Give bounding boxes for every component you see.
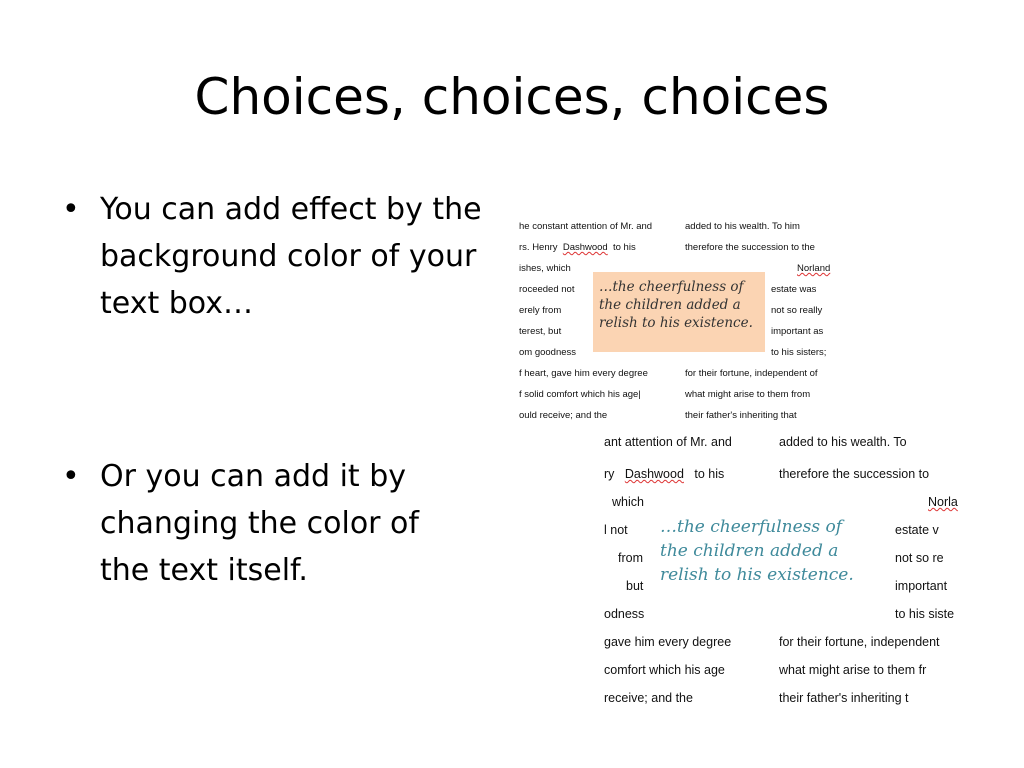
text-line: important as <box>771 326 824 337</box>
text-line: erely from <box>519 305 562 316</box>
text-line: important <box>895 579 948 593</box>
callout-line: relish to his existence. <box>599 315 753 331</box>
text-line: to his sisters; <box>771 347 827 358</box>
text-line: which <box>612 495 644 509</box>
text-line: om goodness <box>519 347 577 358</box>
text-line: therefore the succession to the <box>685 242 815 253</box>
text-line: their father's inheriting t <box>779 691 909 705</box>
text-line: roceeded not <box>519 284 575 295</box>
squiggle-word: Norland <box>797 263 831 274</box>
squiggle-word: Dashwood <box>624 467 684 481</box>
bullet-glyph: • <box>62 192 80 227</box>
text-line: what might arise to them from <box>685 389 811 400</box>
callout-line: …the cheerfulness of <box>660 517 843 537</box>
callout-line: relish to his existence. <box>660 565 854 585</box>
callout-box-shaded <box>593 272 765 352</box>
text-line: terest, but <box>519 326 562 337</box>
text-line: what might arise to them fr <box>779 663 927 677</box>
text-line: odness <box>604 607 645 621</box>
text-line: he constant attention of Mr. and <box>519 221 653 232</box>
bullet-text: You can add effect by the background color of your text box… <box>100 192 482 321</box>
text-line: from <box>618 551 643 565</box>
callout-line: the children added a <box>599 297 741 313</box>
text-line: receive; and the <box>604 691 693 705</box>
text-line: l not <box>604 523 628 537</box>
text-line: f solid comfort which his age| <box>519 389 641 400</box>
text-line: added to his wealth. To him <box>685 221 800 232</box>
text-line: f heart, gave him every degree <box>519 368 648 379</box>
example-image-text-color <box>604 435 958 705</box>
bullet-glyph: • <box>62 459 80 494</box>
text-line: gave him every degree <box>604 635 732 649</box>
text-line: ould receive; and the <box>519 410 608 421</box>
text-line: for their fortune, independent of <box>685 368 818 379</box>
example-image-background-color <box>519 216 832 421</box>
squiggle-word: Norla <box>928 495 958 509</box>
text-line: ishes, which <box>519 263 571 274</box>
squiggle-word: Dashwood <box>562 242 608 253</box>
text-line: not so really <box>771 305 823 316</box>
bullet-text: Or you can add it by changing the color of the text itself. <box>100 459 419 588</box>
text-line: estate v <box>895 523 939 537</box>
text-line: for their fortune, independent <box>779 635 940 649</box>
text-line: estate was <box>771 284 817 295</box>
text-line: but <box>626 579 644 593</box>
text-line: rs. Henry Dashwood to his <box>519 242 636 253</box>
text-line: comfort which his age <box>604 663 725 677</box>
slide-title: Choices, choices, choices <box>194 68 830 126</box>
text-line: to his siste <box>895 607 955 621</box>
text-line: ry Dashwood to his <box>604 467 725 481</box>
callout-box-colored-text <box>660 515 890 589</box>
callout-line: the children added a <box>660 541 839 561</box>
text-line: not so re <box>895 551 944 565</box>
text-line: ant attention of Mr. and <box>604 435 732 449</box>
callout-line: …the cheerfulness of <box>599 279 744 295</box>
text-line: their father's inheriting that <box>685 410 797 421</box>
text-line: added to his wealth. To <box>779 435 907 449</box>
text-line: therefore the succession to <box>779 467 930 481</box>
